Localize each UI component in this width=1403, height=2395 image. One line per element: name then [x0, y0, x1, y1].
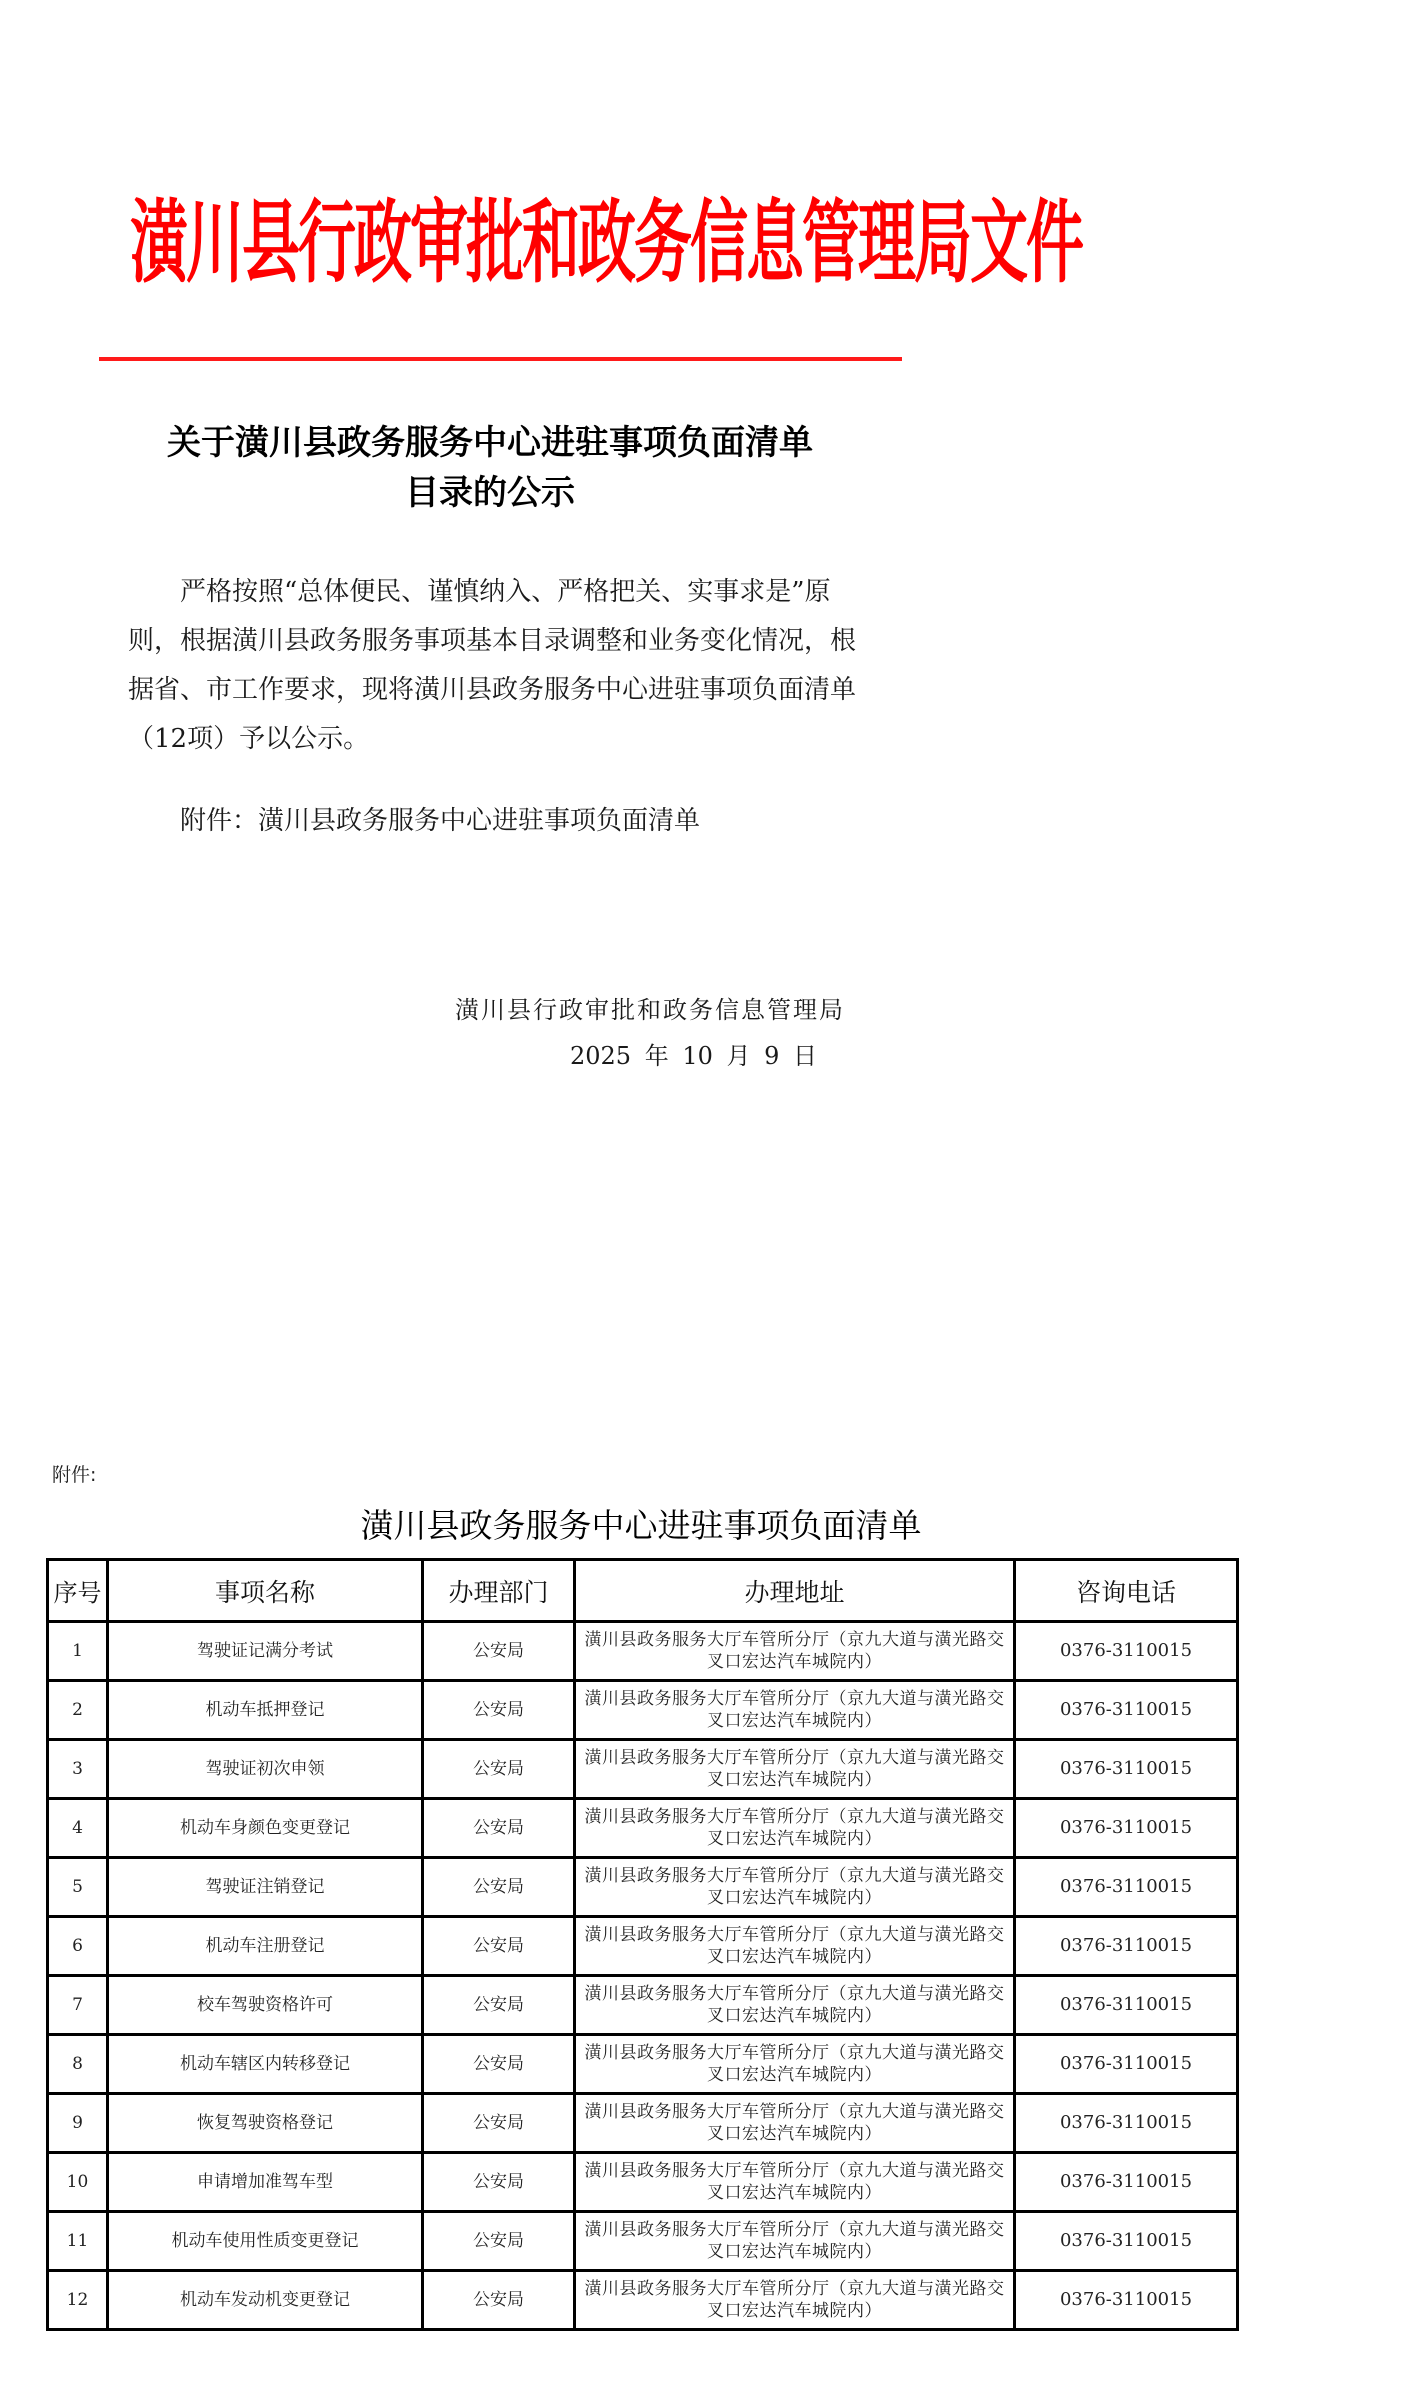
cell-phone: 0376-3110015 — [1015, 1799, 1238, 1858]
cell-address: 潢川县政务服务大厅车管所分厅（京九大道与潢光路交叉口宏达汽车城院内） — [575, 1740, 1015, 1799]
table-row — [48, 1740, 1238, 1799]
cell-item-name: 驾驶证初次申领 — [108, 1740, 423, 1799]
cell-phone: 0376-3110015 — [1015, 1740, 1238, 1799]
cell-no: 9 — [48, 2094, 108, 2153]
cell-no: 11 — [48, 2212, 108, 2271]
cell-department: 公安局 — [423, 2271, 575, 2330]
cell-phone: 0376-3110015 — [1015, 2271, 1238, 2330]
cell-department: 公安局 — [423, 2035, 575, 2094]
attachment-note: 附件：潢川县政务服务中心进驻事项负面清单 — [180, 806, 701, 836]
table-row — [48, 1976, 1238, 2035]
cell-item-name: 机动车注册登记 — [108, 1917, 423, 1976]
cell-address: 潢川县政务服务大厅车管所分厅（京九大道与潢光路交叉口宏达汽车城院内） — [575, 2153, 1015, 2212]
cell-no: 6 — [48, 1917, 108, 1976]
cell-item-name: 机动车使用性质变更登记 — [108, 2212, 423, 2271]
table-row — [48, 2035, 1238, 2094]
cell-department: 公安局 — [423, 1740, 575, 1799]
letterhead-title: 潢川县行政审批和政务信息管理局文件 — [130, 189, 1083, 296]
cell-no: 1 — [48, 1622, 108, 1681]
cell-item-name: 机动车身颜色变更登记 — [108, 1799, 423, 1858]
cell-address: 潢川县政务服务大厅车管所分厅（京九大道与潢光路交叉口宏达汽车城院内） — [575, 1858, 1015, 1917]
cell-department: 公安局 — [423, 1799, 575, 1858]
table-row — [48, 2094, 1238, 2153]
table-row — [48, 1622, 1238, 1681]
cell-no: 5 — [48, 1858, 108, 1917]
cell-phone: 0376-3110015 — [1015, 1858, 1238, 1917]
notice-body: 严格按照“总体便民、谨慎纳入、严格把关、实事求是”原则，根据潢川县政务服务事项基本目录调整和业务变化情况，根据省、市工作要求，现将潢川县政务服务中心进驻事项负面清单（12项）予以公示。 — [128, 577, 857, 754]
table-row — [48, 1681, 1238, 1740]
table-row — [48, 2153, 1238, 2212]
cell-item-name: 驾驶证记满分考试 — [108, 1622, 423, 1681]
cell-phone: 0376-3110015 — [1015, 2094, 1238, 2153]
letterhead-red-rule — [99, 357, 902, 361]
cell-phone: 0376-3110015 — [1015, 1622, 1238, 1681]
cell-address: 潢川县政务服务大厅车管所分厅（京九大道与潢光路交叉口宏达汽车城院内） — [575, 1917, 1015, 1976]
cell-department: 公安局 — [423, 1622, 575, 1681]
cell-item-name: 驾驶证注销登记 — [108, 1858, 423, 1917]
table-row — [48, 1858, 1238, 1917]
cell-no: 7 — [48, 1976, 108, 2035]
table-row — [48, 2212, 1238, 2271]
cell-address: 潢川县政务服务大厅车管所分厅（京九大道与潢光路交叉口宏达汽车城院内） — [575, 2271, 1015, 2330]
cell-item-name: 申请增加准驾车型 — [108, 2153, 423, 2212]
cell-no: 10 — [48, 2153, 108, 2212]
cell-no: 4 — [48, 1799, 108, 1858]
signature-date: 2025 年 10 月 9 日 — [570, 1042, 818, 1070]
table-row — [48, 2271, 1238, 2330]
cell-department: 公安局 — [423, 1681, 575, 1740]
cell-item-name: 机动车辖区内转移登记 — [108, 2035, 423, 2094]
cell-no: 3 — [48, 1740, 108, 1799]
cell-address: 潢川县政务服务大厅车管所分厅（京九大道与潢光路交叉口宏达汽车城院内） — [575, 1976, 1015, 2035]
cell-department: 公安局 — [423, 1976, 575, 2035]
cell-address: 潢川县政务服务大厅车管所分厅（京九大道与潢光路交叉口宏达汽车城院内） — [575, 1681, 1015, 1740]
document-title — [120, 418, 860, 518]
cell-no: 8 — [48, 2035, 108, 2094]
negative-list-table — [46, 1558, 1239, 2331]
cell-address: 潢川县政务服务大厅车管所分厅（京九大道与潢光路交叉口宏达汽车城院内） — [575, 2094, 1015, 2153]
cell-item-name: 恢复驾驶资格登记 — [108, 2094, 423, 2153]
annex-label: 附件: — [52, 1464, 97, 1486]
column-header-name: 事项名称 — [108, 1560, 423, 1622]
table-row — [48, 1917, 1238, 1976]
cell-item-name: 校车驾驶资格许可 — [108, 1976, 423, 2035]
document-title-line-1: 关于潢川县政务服务中心进驻事项负面清单 — [167, 423, 813, 463]
cell-department: 公安局 — [423, 1917, 575, 1976]
cell-item-name: 机动车抵押登记 — [108, 1681, 423, 1740]
cell-address: 潢川县政务服务大厅车管所分厅（京九大道与潢光路交叉口宏达汽车城院内） — [575, 2035, 1015, 2094]
cell-address: 潢川县政务服务大厅车管所分厅（京九大道与潢光路交叉口宏达汽车城院内） — [575, 1799, 1015, 1858]
table-header-row — [48, 1560, 1238, 1622]
cell-department: 公安局 — [423, 2212, 575, 2271]
table-row — [48, 1799, 1238, 1858]
cell-item-name: 机动车发动机变更登记 — [108, 2271, 423, 2330]
column-header-phone: 咨询电话 — [1015, 1560, 1238, 1622]
cell-address: 潢川县政务服务大厅车管所分厅（京九大道与潢光路交叉口宏达汽车城院内） — [575, 1622, 1015, 1681]
cell-phone: 0376-3110015 — [1015, 2212, 1238, 2271]
cell-no: 2 — [48, 1681, 108, 1740]
cell-phone: 0376-3110015 — [1015, 2153, 1238, 2212]
cell-department: 公安局 — [423, 1858, 575, 1917]
cell-phone: 0376-3110015 — [1015, 2035, 1238, 2094]
cell-phone: 0376-3110015 — [1015, 1917, 1238, 1976]
cell-phone: 0376-3110015 — [1015, 1681, 1238, 1740]
cell-department: 公安局 — [423, 2153, 575, 2212]
signature-organization: 潢川县行政审批和政务信息管理局 — [455, 996, 845, 1024]
document-title-line-2: 目录的公示 — [405, 473, 575, 513]
column-header-dept: 办理部门 — [423, 1560, 575, 1622]
cell-department: 公安局 — [423, 2094, 575, 2153]
cell-no: 12 — [48, 2271, 108, 2330]
column-header-address: 办理地址 — [575, 1560, 1015, 1622]
cell-phone: 0376-3110015 — [1015, 1976, 1238, 2035]
column-header-no: 序号 — [48, 1560, 108, 1622]
annex-title: 潢川县政务服务中心进驻事项负面清单 — [360, 1506, 922, 1545]
cell-address: 潢川县政务服务大厅车管所分厅（京九大道与潢光路交叉口宏达汽车城院内） — [575, 2212, 1015, 2271]
